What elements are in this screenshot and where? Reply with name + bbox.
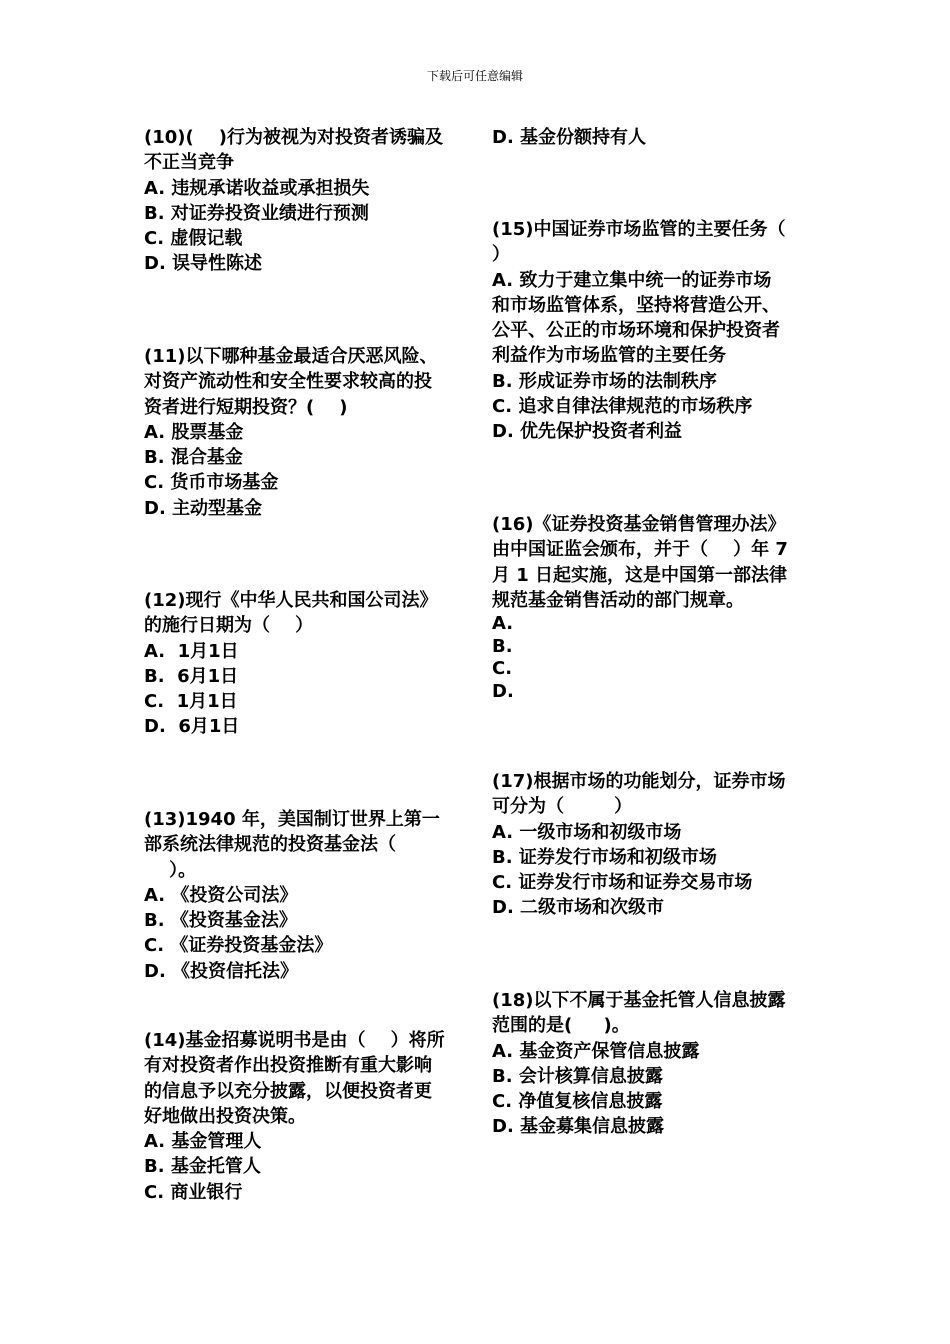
option-b: B. bbox=[492, 635, 513, 657]
question-13 bbox=[144, 807, 462, 984]
option-a: A. 基金资产保管信息披露 bbox=[492, 1040, 700, 1062]
option-a-cont: 利益作为市场监管的主要任务 bbox=[492, 345, 726, 367]
option-a: A. 《投资公司法》 bbox=[144, 884, 298, 906]
question-17 bbox=[492, 769, 810, 921]
option-a-cont: 和市场监管体系，坚持将营造公开、 bbox=[492, 294, 780, 316]
option-c: C. 虚假记载 bbox=[144, 228, 243, 250]
option-b: B. 《投资基金法》 bbox=[144, 910, 297, 932]
option-c: C. bbox=[492, 658, 513, 680]
option-a: A. 基金管理人 bbox=[144, 1131, 262, 1153]
option-b: B. 混合基金 bbox=[144, 447, 243, 469]
option-b: B. 对证券投资业绩进行预测 bbox=[144, 202, 369, 224]
question-text: (18)以下不属于基金托管人信息披露 bbox=[492, 990, 786, 1011]
question-text: 规范基金销售活动的部门规章。 bbox=[492, 589, 744, 611]
question-text: ）。 bbox=[144, 859, 197, 881]
question-text: 好地做出投资决策。 bbox=[144, 1105, 306, 1127]
question-text: 有对投资者作出投资推断有重大影响 bbox=[144, 1055, 432, 1077]
question-12 bbox=[144, 588, 462, 740]
question-text: 资者进行短期投资？( ) bbox=[144, 396, 348, 418]
option-d: D. 《投资信托法》 bbox=[144, 960, 299, 982]
question-text: ） bbox=[492, 244, 510, 266]
option-a: A. 1月1日 bbox=[144, 640, 239, 662]
option-c: C. 商业银行 bbox=[144, 1181, 243, 1203]
option-a: A. 一级市场和初级市场 bbox=[492, 821, 682, 843]
question-text: (13)1940 年，美国制订世界上第一 bbox=[144, 809, 440, 830]
option-a: A. 致力于建立集中统一的证券市场 bbox=[492, 269, 772, 291]
question-10 bbox=[144, 125, 462, 277]
option-d: D. 误导性陈述 bbox=[144, 253, 263, 275]
option-d: D. 6月1日 bbox=[144, 716, 240, 738]
option-b: B. 证券发行市场和初级市场 bbox=[492, 846, 717, 868]
question-text: 不正当竞争 bbox=[144, 152, 234, 174]
question-text: 的信息予以充分披露，以便投资者更 bbox=[144, 1080, 432, 1102]
question-text: (11)以下哪种基金最适合厌恶风险、 bbox=[144, 346, 438, 367]
question-text: 部系统法律规范的投资基金法（ bbox=[144, 834, 396, 856]
question-text: 对资产流动性和安全性要求较高的投 bbox=[144, 371, 432, 393]
question-text: (10)( )行为被视为对投资者诱骗及 bbox=[144, 127, 444, 148]
question-text: (17)根据市场的功能划分，证券市场 bbox=[492, 771, 786, 792]
option-a-cont: 公平、公正的市场环境和保护投资者 bbox=[492, 320, 780, 342]
page-header: 下载后可任意编辑 bbox=[426, 69, 523, 83]
question-text: 由中国证监会颁布，并于（ ）年 7 bbox=[492, 539, 788, 561]
option-c: C. 追求自律法律规范的市场秩序 bbox=[492, 396, 753, 418]
option-b: B. 会计核算信息披露 bbox=[492, 1065, 663, 1087]
question-text: (15)中国证券市场监管的主要任务（ bbox=[492, 219, 786, 240]
option-d: D. 优先保护投资者利益 bbox=[492, 421, 683, 443]
question-16 bbox=[492, 512, 810, 703]
question-18 bbox=[492, 988, 810, 1140]
option-c: C. 证券发行市场和证券交易市场 bbox=[492, 872, 753, 894]
question-text: 月 1 日起实施，这是中国第一部法律 bbox=[492, 564, 788, 586]
option-b: B. 基金托管人 bbox=[144, 1156, 261, 1178]
question-text: (16)《证券投资基金销售管理办法》 bbox=[492, 514, 786, 535]
option-c: C. 1月1日 bbox=[144, 691, 238, 713]
option-d: D. 二级市场和次级市 bbox=[492, 897, 665, 919]
option-d: D. 基金募集信息披露 bbox=[492, 1116, 665, 1138]
option-d: D. 基金份额持有人 bbox=[492, 127, 647, 148]
option-b: B. 6月1日 bbox=[144, 665, 239, 687]
question-text: (14)基金招募说明书是由（ ）将所 bbox=[144, 1030, 445, 1051]
question-11 bbox=[144, 344, 462, 521]
question-text: 的施行日期为（ ） bbox=[144, 615, 314, 637]
option-a: A. 违规承诺收益或承担损失 bbox=[144, 177, 370, 199]
option-c: C. 净值复核信息披露 bbox=[492, 1091, 663, 1113]
option-d: D. 主动型基金 bbox=[144, 497, 263, 519]
option-b: B. 形成证券市场的法制秩序 bbox=[492, 370, 717, 392]
question-15 bbox=[492, 217, 810, 445]
option-d: D. bbox=[492, 680, 514, 702]
question-text: (12)现行《中华人民共和国公司法》 bbox=[144, 590, 438, 611]
option-a: A. bbox=[492, 613, 514, 635]
question-14 bbox=[144, 1028, 462, 1205]
question-text: 范围的是( )。 bbox=[492, 1015, 630, 1037]
option-c: C. 货币市场基金 bbox=[144, 472, 279, 494]
question-text: 可分为（ ） bbox=[492, 796, 633, 818]
option-c: C. 《证券投资基金法》 bbox=[144, 935, 333, 957]
option-a: A. 股票基金 bbox=[144, 421, 244, 443]
question-14-continued bbox=[492, 125, 810, 150]
